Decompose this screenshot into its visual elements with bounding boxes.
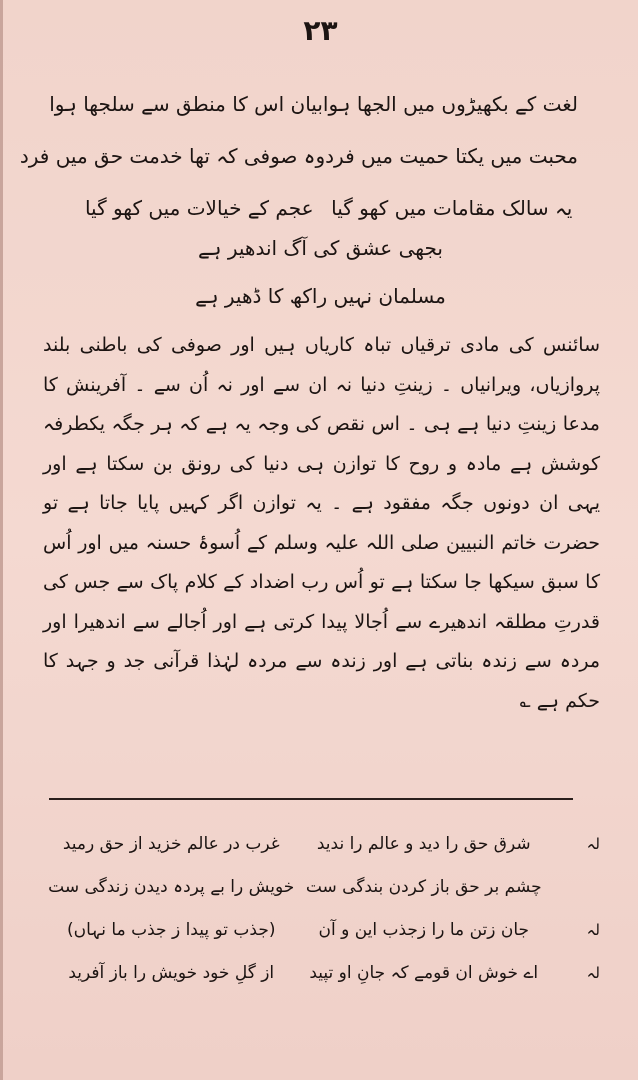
misra-left: (جذب تو پیدا ز جذب ما نہاں) <box>67 920 276 940</box>
misra-left: بیان اس کا منطق سے سلجھا ہوا <box>49 92 323 116</box>
misra-left: عجم کے خیالات میں کھو گیا <box>84 196 314 220</box>
misra-right: اے خوش ان قومے کہ جانِ او تپید <box>309 963 539 983</box>
poem-couplets <box>19 78 578 234</box>
misra-left: وہ صوفی کہ تھا خدمت حق میں فرد <box>19 144 326 168</box>
single-verse: بجھی عشق کی آگ اندھیر ہے <box>198 236 443 260</box>
couplet <box>73 182 578 234</box>
footnote-divider <box>49 798 573 800</box>
misra-left: از گلِ خود خویش را باز آفرید <box>68 962 275 983</box>
footnotes <box>45 822 600 994</box>
misra-left: خویش را بے پردہ دیدن زندگی ست <box>48 877 295 897</box>
footnote <box>45 822 600 865</box>
misra-right: جان زتن ما را زجذب این و آن <box>318 919 530 940</box>
misra-right: یہ سالک مقامات میں کھو گیا <box>331 196 573 220</box>
misra-right: لغت کے بکھیڑوں میں الجھا ہوا <box>322 92 578 116</box>
footnote <box>45 951 600 994</box>
paragraph-text: سائنس کی مادی ترقیاں تباہ کاریاں ہیں اور صوفی کی باطنی بلند پروازیاں، ویرانیاں ۔ زینتِ دنیا نہ ان سے اور نہ اُن سے ۔ آفرینش کا مدعا زینتِ دنیا ہے ہی ۔ اس نقص کی وجہ یہ ہے کہ ہر جگہ یکطرفہ کوشش ہے مادہ و روح کا توازن ہی دنیا کی رونق بن سکتا ہے اور یہی ان دونوں جگہ مفقود ہے ۔ یہ توازن اگر کہیں پایا جاتا ہے تو حضرت خاتم النبیین صلی اللہ علیہ وسلم کے اُسوۂ حسنہ میں اور اُس کا سبق سیکھا جا سکتا ہے تو اُس رب اضداد کے کلام پاک سے جس کی قدرتِ مطلقہ اندھیرے سے اُجالا پیدا کرتی ہے اور اُجالے سے اندھیرا اور مردہ سے زندہ بناتی ہے اور زندہ سے مردہ لہٰذا قرآنی جد و جہد کا حکم ہے ؎ <box>43 334 600 712</box>
footnote-marker: لہ <box>586 834 600 853</box>
misra-right: محبت میں یکتا حمیت میں فرد <box>325 144 578 168</box>
misra-left: غرب در عالم خزید از حق رمید <box>62 833 280 854</box>
footnote-marker: لہ <box>586 920 600 939</box>
footnote-marker: لہ <box>586 963 600 982</box>
prose-paragraph <box>43 326 600 721</box>
couplet <box>19 130 578 182</box>
misra-right: چشم بر حق باز کردن بندگی ست <box>305 876 542 897</box>
misra-right: شرق حق را دید و عالم را ندید <box>316 833 531 854</box>
single-verse: مسلمان نہیں راکھ کا ڈھیر ہے <box>195 284 446 308</box>
page-number: ۲۳ <box>303 14 338 47</box>
footnote <box>45 865 600 908</box>
couplet <box>49 78 578 130</box>
footnote <box>45 908 600 951</box>
